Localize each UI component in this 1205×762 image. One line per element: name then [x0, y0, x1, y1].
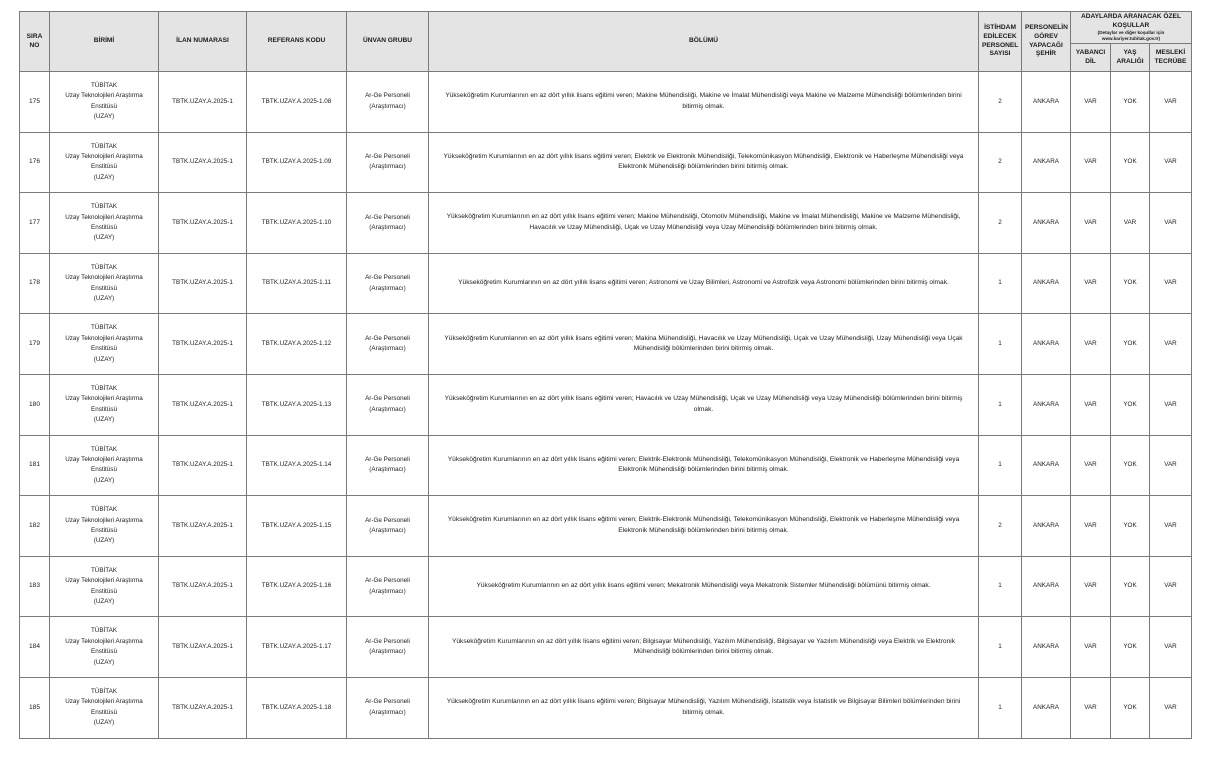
birim-line2: Uzay Teknolojileri Araştırma [65, 334, 143, 342]
cell-yas-araligi: YOK [1111, 253, 1150, 314]
unvan-line1: Ar-Ge Personeli [365, 213, 410, 221]
cell-sehir: ANKARA [1022, 72, 1071, 133]
unvan-line1: Ar-Ge Personeli [365, 637, 410, 645]
cell-birimi [50, 556, 159, 617]
cell-birimi [50, 314, 159, 375]
cell-sira-no: 177 [20, 193, 50, 254]
cell-yabanci-dil: VAR [1071, 556, 1111, 617]
cell-yas-araligi: YOK [1111, 617, 1150, 678]
cell-yabanci-dil: VAR [1071, 374, 1111, 435]
cell-referans-kodu: TBTK.UZAY.A.2025-1.15 [247, 496, 347, 557]
birim-line2: Uzay Teknolojileri Araştırma [65, 516, 143, 524]
unvan-line2: (Araştırmacı) [369, 102, 406, 110]
cell-personel-sayisi: 1 [979, 556, 1022, 617]
birim-line3: Enstitüsü [91, 102, 117, 110]
cell-mesleki-tecrube: VAR [1150, 193, 1192, 254]
birim-line3: Enstitüsü [91, 223, 117, 231]
header-ozel-kosullar-note: (Detaylar ve diğer koşullar için [1097, 30, 1165, 36]
cell-birimi [50, 374, 159, 435]
cell-personel-sayisi: 1 [979, 314, 1022, 375]
birim-line1: TÜBİTAK [90, 263, 118, 271]
cell-yabanci-dil: VAR [1071, 132, 1111, 193]
cell-mesleki-tecrube: VAR [1150, 374, 1192, 435]
cell-bolumu: Yükseköğretim Kurumlarının en az dört yıllık lisans eğitimi veren; Makine Mühendisliği, Makine ve İmalat Mühendisliği veya Makine ve Malzeme Mühendisliği bölümlerinden birini bitirmiş olmak. [429, 72, 979, 133]
cell-yabanci-dil: VAR [1071, 72, 1111, 133]
table-row [20, 556, 1192, 617]
cell-ilan-numarasi: TBTK.UZAY.A.2025-1 [159, 132, 247, 193]
table-row [20, 193, 1192, 254]
cell-ilan-numarasi: TBTK.UZAY.A.2025-1 [159, 556, 247, 617]
cell-ilan-numarasi: TBTK.UZAY.A.2025-1 [159, 253, 247, 314]
cell-sira-no: 184 [20, 617, 50, 678]
cell-yabanci-dil: VAR [1071, 496, 1111, 557]
cell-sehir: ANKARA [1022, 374, 1071, 435]
header-ozel-kosullar-title: ADAYLARDA ARANACAK ÖZEL KOŞULLAR [1080, 12, 1181, 29]
unvan-line1: Ar-Ge Personeli [365, 455, 410, 463]
unvan-line1: Ar-Ge Personeli [365, 152, 410, 160]
birim-line3: Enstitüsü [91, 345, 117, 353]
cell-sira-no: 179 [20, 314, 50, 375]
birim-line2: Uzay Teknolojileri Araştırma [65, 213, 143, 221]
cell-sehir: ANKARA [1022, 496, 1071, 557]
birim-line2: Uzay Teknolojileri Araştırma [65, 274, 143, 282]
cell-bolumu: Yükseköğretim Kurumlarının en az dört yıllık lisans eğitimi veren; Elektrik-Elektronik Mühendisliği, Telekomünikasyon Mühendisliği, Elektronik ve Haberleşme Mühendisliği veya Elektronik Mühendisliği bölümlerinden birini bitirmiş olmak. [429, 435, 979, 496]
cell-ilan-numarasi: TBTK.UZAY.A.2025-1 [159, 617, 247, 678]
cell-ilan-numarasi: TBTK.UZAY.A.2025-1 [159, 677, 247, 738]
unvan-line1: Ar-Ge Personeli [365, 274, 410, 282]
cell-personel-sayisi: 2 [979, 193, 1022, 254]
cell-ilan-numarasi: TBTK.UZAY.A.2025-1 [159, 374, 247, 435]
table-row [20, 677, 1192, 738]
birim-line2: Uzay Teknolojileri Araştırma [65, 455, 143, 463]
birim-line1: TÜBİTAK [90, 384, 118, 392]
cell-yas-araligi: YOK [1111, 677, 1150, 738]
cell-unvan-grubu [347, 435, 429, 496]
cell-birimi [50, 677, 159, 738]
birim-line4: (UZAY) [93, 597, 115, 605]
cell-ilan-numarasi: TBTK.UZAY.A.2025-1 [159, 193, 247, 254]
birim-line3: Enstitüsü [91, 405, 117, 413]
cell-referans-kodu: TBTK.UZAY.A.2025-1.13 [247, 374, 347, 435]
cell-yas-araligi: VAR [1111, 193, 1150, 254]
cell-sira-no: 180 [20, 374, 50, 435]
cell-unvan-grubu [347, 314, 429, 375]
birim-line1: TÜBİTAK [90, 142, 118, 150]
cell-yas-araligi: YOK [1111, 496, 1150, 557]
birim-line3: Enstitüsü [91, 163, 117, 171]
unvan-line1: Ar-Ge Personeli [365, 395, 410, 403]
cell-bolumu: Yükseköğretim Kurumlarının en az dört yıllık lisans eğitimi veren; Bilgisayar Mühendisliği, Yazılım Mühendisliği, Bilgisayar ve Yazılım Mühendisliği veya Elektrik ve Elektronik Mühendisliği bölümlerinden birini bitirmiş olmak. [429, 617, 979, 678]
cell-mesleki-tecrube: VAR [1150, 556, 1192, 617]
cell-bolumu: Yükseköğretim Kurumlarının en az dört yıllık lisans eğitimi veren; Makina Mühendisliği, Havacılık ve Uzay Mühendisliği, Uçak ve Uzay Mühendisliği, Uzay Mühendisliği veya Uçak Mühendisliği bölümlerinden birini bitirmiş olmak. [429, 314, 979, 375]
cell-sehir: ANKARA [1022, 132, 1071, 193]
cell-mesleki-tecrube: VAR [1150, 72, 1192, 133]
header-sira-no: SIRA NO [20, 12, 50, 72]
cell-yabanci-dil: VAR [1071, 677, 1111, 738]
birim-line2: Uzay Teknolojileri Araştırma [65, 395, 143, 403]
table-row [20, 435, 1192, 496]
table-row [20, 314, 1192, 375]
cell-referans-kodu: TBTK.UZAY.A.2025-1.08 [247, 72, 347, 133]
cell-birimi [50, 253, 159, 314]
cell-unvan-grubu [347, 617, 429, 678]
birim-line2: Uzay Teknolojileri Araştırma [65, 577, 143, 585]
cell-bolumu: Yükseköğretim Kurumlarının en az dört yıllık lisans eğitimi veren; Mekatronik Mühendisliği veya Mekatronik Sistemler Mühendisliği bölümünü bitirmiş olmak. [429, 556, 979, 617]
birim-line3: Enstitüsü [91, 708, 117, 716]
cell-ilan-numarasi: TBTK.UZAY.A.2025-1 [159, 496, 247, 557]
cell-referans-kodu: TBTK.UZAY.A.2025-1.16 [247, 556, 347, 617]
cell-sehir: ANKARA [1022, 314, 1071, 375]
cell-ilan-numarasi: TBTK.UZAY.A.2025-1 [159, 435, 247, 496]
cell-referans-kodu: TBTK.UZAY.A.2025-1.18 [247, 677, 347, 738]
cell-sehir: ANKARA [1022, 677, 1071, 738]
cell-mesleki-tecrube: VAR [1150, 314, 1192, 375]
cell-birimi [50, 496, 159, 557]
birim-line3: Enstitüsü [91, 466, 117, 474]
cell-sehir: ANKARA [1022, 435, 1071, 496]
header-ozel-kosullar [1071, 12, 1192, 44]
unvan-line2: (Araştırmacı) [369, 466, 406, 474]
header-yas-araligi: YAŞ ARALIĞI [1111, 44, 1150, 72]
birim-line1: TÜBİTAK [90, 627, 118, 635]
cell-mesleki-tecrube: VAR [1150, 496, 1192, 557]
table-header [20, 12, 1192, 72]
cell-sira-no: 181 [20, 435, 50, 496]
table-row [20, 132, 1192, 193]
cell-unvan-grubu [347, 677, 429, 738]
birim-line1: TÜBİTAK [90, 81, 118, 89]
unvan-line2: (Araştırmacı) [369, 587, 406, 595]
cell-yas-araligi: YOK [1111, 72, 1150, 133]
cell-yabanci-dil: VAR [1071, 253, 1111, 314]
unvan-line2: (Araştırmacı) [369, 345, 406, 353]
birim-line2: Uzay Teknolojileri Araştırma [65, 698, 143, 706]
unvan-line2: (Araştırmacı) [369, 526, 406, 534]
table-row [20, 72, 1192, 133]
cell-sira-no: 182 [20, 496, 50, 557]
cell-sehir: ANKARA [1022, 556, 1071, 617]
cell-birimi [50, 193, 159, 254]
unvan-line1: Ar-Ge Personeli [365, 516, 410, 524]
cell-yas-araligi: YOK [1111, 556, 1150, 617]
cell-bolumu: Yükseköğretim Kurumlarının en az dört yıllık lisans eğitimi veren; Bilgisayar Mühendisliği, Yazılım Mühendisliği, İstatistik veya İstatistik ve Bilgisayar Bilimleri bölümlerinden birini bitirmiş olmak. [429, 677, 979, 738]
cell-personel-sayisi: 2 [979, 72, 1022, 133]
header-birimi: BİRİMİ [50, 12, 159, 72]
cell-referans-kodu: TBTK.UZAY.A.2025-1.17 [247, 617, 347, 678]
cell-unvan-grubu [347, 496, 429, 557]
birim-line3: Enstitüsü [91, 284, 117, 292]
birim-line1: TÜBİTAK [90, 687, 118, 695]
cell-bolumu: Yükseköğretim Kurumlarının en az dört yıllık lisans eğitimi veren; Elektrik-Elektronik Mühendisliği, Telekomünikasyon Mühendisliği, Elektronik ve Haberleşme Mühendisliği veya Elektronik Mühendisliği bölümlerinden birini bitirmiş olmak. [429, 496, 979, 557]
cell-ilan-numarasi: TBTK.UZAY.A.2025-1 [159, 314, 247, 375]
cell-yas-araligi: YOK [1111, 132, 1150, 193]
cell-yabanci-dil: VAR [1071, 193, 1111, 254]
table-row [20, 617, 1192, 678]
birim-line4: (UZAY) [93, 113, 115, 121]
cell-referans-kodu: TBTK.UZAY.A.2025-1.10 [247, 193, 347, 254]
birim-line4: (UZAY) [93, 234, 115, 242]
birim-line4: (UZAY) [93, 294, 115, 302]
cell-yas-araligi: YOK [1111, 435, 1150, 496]
cell-bolumu: Yükseköğretim Kurumlarının en az dört yıllık lisans eğitimi veren; Astronomi ve Uzay Bilimleri, Astronomi ve Astrofizik veya Astronomi bölümlerinden birini bitirmiş olmak. [429, 253, 979, 314]
header-ozel-kosullar-site: www.kariyer.tubitak.gov.tr) [1101, 36, 1161, 42]
cell-birimi [50, 132, 159, 193]
birim-line1: TÜBİTAK [90, 445, 118, 453]
header-unvan-grubu: ÜNVAN GRUBU [347, 12, 429, 72]
cell-unvan-grubu [347, 193, 429, 254]
unvan-line1: Ar-Ge Personeli [365, 92, 410, 100]
cell-mesleki-tecrube: VAR [1150, 132, 1192, 193]
birim-line4: (UZAY) [93, 173, 115, 181]
birim-line3: Enstitüsü [91, 526, 117, 534]
unvan-line1: Ar-Ge Personeli [365, 698, 410, 706]
cell-personel-sayisi: 1 [979, 253, 1022, 314]
table-row [20, 496, 1192, 557]
cell-yabanci-dil: VAR [1071, 314, 1111, 375]
cell-sehir: ANKARA [1022, 617, 1071, 678]
cell-birimi [50, 72, 159, 133]
cell-unvan-grubu [347, 132, 429, 193]
unvan-line2: (Araştırmacı) [369, 284, 406, 292]
birim-line3: Enstitüsü [91, 648, 117, 656]
cell-referans-kodu: TBTK.UZAY.A.2025-1.14 [247, 435, 347, 496]
cell-bolumu: Yükseköğretim Kurumlarının en az dört yıllık lisans eğitimi veren; Makine Mühendisliği, Otomotiv Mühendisliği, Makine ve İmalat Mühendisliği, Makine ve Malzeme Mühendisliği, Havacılık ve Uzay Mühendisliği, Uçak ve Uzay Mühendisliği veya Uzay Mühendisliği bölümlerinden birini bitirmiş olmak. [429, 193, 979, 254]
header-referans-kodu: REFERANS KODU [247, 12, 347, 72]
cell-referans-kodu: TBTK.UZAY.A.2025-1.12 [247, 314, 347, 375]
cell-birimi [50, 435, 159, 496]
unvan-line2: (Araştırmacı) [369, 648, 406, 656]
cell-mesleki-tecrube: VAR [1150, 253, 1192, 314]
birim-line2: Uzay Teknolojileri Araştırma [65, 637, 143, 645]
birim-line4: (UZAY) [93, 719, 115, 727]
cell-yabanci-dil: VAR [1071, 435, 1111, 496]
birim-line3: Enstitüsü [91, 587, 117, 595]
birim-line4: (UZAY) [93, 658, 115, 666]
cell-sira-no: 176 [20, 132, 50, 193]
cell-sira-no: 185 [20, 677, 50, 738]
birim-line4: (UZAY) [93, 416, 115, 424]
cell-sira-no: 178 [20, 253, 50, 314]
cell-mesleki-tecrube: VAR [1150, 617, 1192, 678]
cell-birimi [50, 617, 159, 678]
cell-personel-sayisi: 2 [979, 132, 1022, 193]
cell-yas-araligi: YOK [1111, 374, 1150, 435]
cell-unvan-grubu [347, 374, 429, 435]
cell-personel-sayisi: 1 [979, 435, 1022, 496]
table-row [20, 374, 1192, 435]
header-mesleki-tecrube: MESLEKİ TECRÜBE [1150, 44, 1192, 72]
cell-personel-sayisi: 1 [979, 677, 1022, 738]
birim-line4: (UZAY) [93, 537, 115, 545]
table-body [20, 72, 1192, 739]
unvan-line1: Ar-Ge Personeli [365, 577, 410, 585]
birim-line1: TÜBİTAK [90, 324, 118, 332]
header-gorev-sehir: PERSONELİN GÖREV YAPACAĞI ŞEHİR [1022, 12, 1071, 72]
cell-personel-sayisi: 1 [979, 374, 1022, 435]
unvan-line2: (Araştırmacı) [369, 223, 406, 231]
cell-mesleki-tecrube: VAR [1150, 435, 1192, 496]
cell-sehir: ANKARA [1022, 193, 1071, 254]
table-row [20, 253, 1192, 314]
birim-line1: TÜBİTAK [90, 203, 118, 211]
job-listing-table [19, 11, 1192, 739]
cell-bolumu: Yükseköğretim Kurumlarının en az dört yıllık lisans eğitimi veren; Havacılık ve Uzay Mühendisliği, Uçak ve Uzay Mühendisliği veya Uzay Mühendisliği bölümlerinden birini bitirmiş olmak. [429, 374, 979, 435]
cell-bolumu: Yükseköğretim Kurumlarının en az dört yıllık lisans eğitimi veren; Elektrik ve Elektronik Mühendisliği, Telekomünikasyon Mühendisliği, Elektronik ve Haberleşme Mühendisliği veya Elektronik Mühendisliği bölümlerinden birini bitirmiş olmak. [429, 132, 979, 193]
birim-line2: Uzay Teknolojileri Araştırma [65, 92, 143, 100]
unvan-line2: (Araştırmacı) [369, 708, 406, 716]
cell-referans-kodu: TBTK.UZAY.A.2025-1.09 [247, 132, 347, 193]
header-istihdam: İSTİHDAM EDİLECEK PERSONEL SAYISI [979, 12, 1022, 72]
unvan-line2: (Araştırmacı) [369, 405, 406, 413]
birim-line1: TÜBİTAK [90, 506, 118, 514]
unvan-line1: Ar-Ge Personeli [365, 334, 410, 342]
cell-mesleki-tecrube: VAR [1150, 677, 1192, 738]
cell-unvan-grubu [347, 556, 429, 617]
cell-ilan-numarasi: TBTK.UZAY.A.2025-1 [159, 72, 247, 133]
cell-sira-no: 175 [20, 72, 50, 133]
cell-unvan-grubu [347, 72, 429, 133]
cell-unvan-grubu [347, 253, 429, 314]
job-listing-sheet [19, 11, 1192, 739]
cell-yabanci-dil: VAR [1071, 617, 1111, 678]
cell-yas-araligi: YOK [1111, 314, 1150, 375]
birim-line2: Uzay Teknolojileri Araştırma [65, 152, 143, 160]
unvan-line2: (Araştırmacı) [369, 163, 406, 171]
cell-sira-no: 183 [20, 556, 50, 617]
cell-personel-sayisi: 1 [979, 617, 1022, 678]
birim-line4: (UZAY) [93, 355, 115, 363]
cell-sehir: ANKARA [1022, 253, 1071, 314]
header-yabanci-dil: YABANCI DİL [1071, 44, 1111, 72]
header-ilan-numarasi: İLAN NUMARASI [159, 12, 247, 72]
cell-referans-kodu: TBTK.UZAY.A.2025-1.11 [247, 253, 347, 314]
birim-line4: (UZAY) [93, 476, 115, 484]
cell-personel-sayisi: 2 [979, 496, 1022, 557]
birim-line1: TÜBİTAK [90, 566, 118, 574]
header-bolumu: BÖLÜMÜ [429, 12, 979, 72]
